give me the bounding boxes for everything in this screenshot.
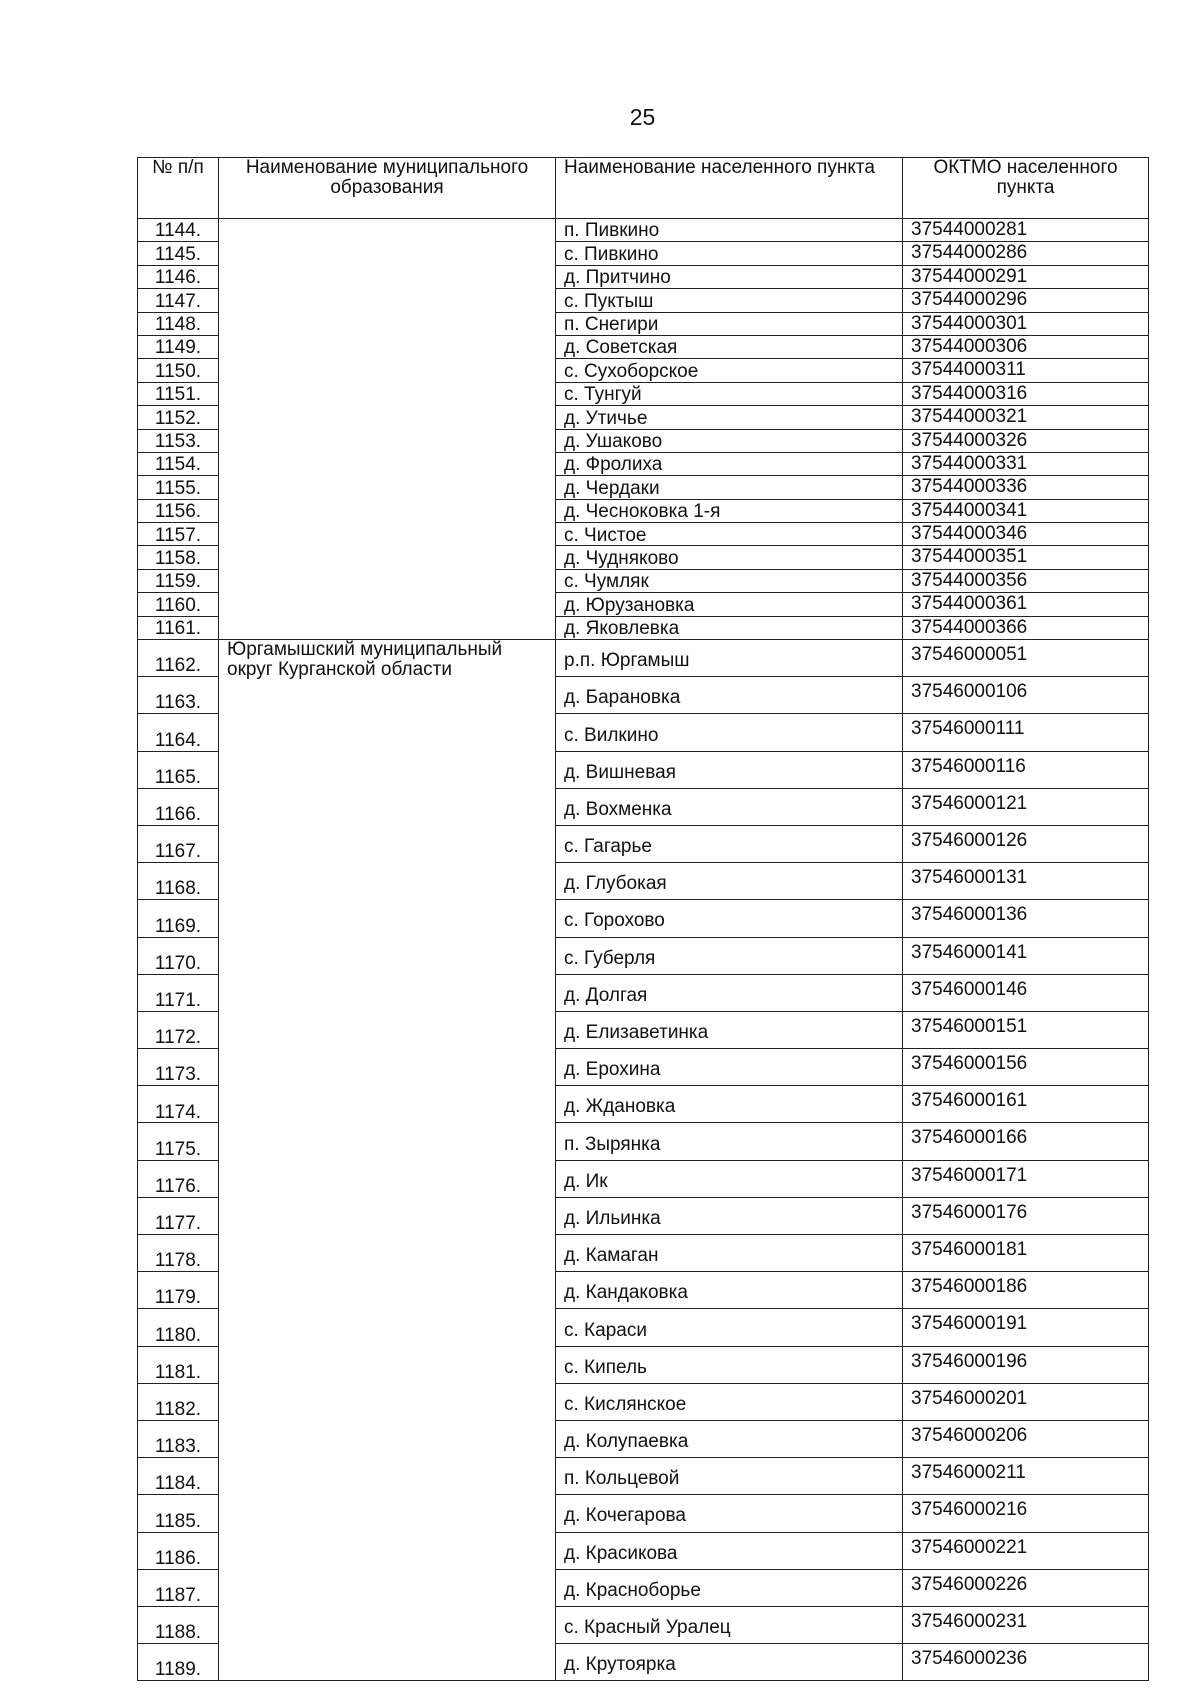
settlement-name: с. Чумляк [556,569,903,592]
row-number: 1169. [138,900,219,937]
row-number: 1152. [138,406,219,429]
settlement-name: д. Красноборье [556,1569,903,1606]
settlement-name: с. Гагарье [556,825,903,862]
oktmo-code: 37544000296 [903,289,1149,312]
row-number: 1180. [138,1309,219,1346]
settlement-name: с. Караси [556,1309,903,1346]
header-row [138,158,1149,219]
row-number: 1173. [138,1049,219,1086]
row-number: 1154. [138,452,219,475]
oktmo-code: 37544000336 [903,476,1149,499]
settlement-name: д. Долгая [556,974,903,1011]
row-number: 1158. [138,546,219,569]
row-number: 1177. [138,1197,219,1234]
settlement-name: д. Кочегарова [556,1495,903,1532]
municipality-name: Юргамышский муниципальный округ Курганской области [219,640,556,1681]
oktmo-code: 37546000186 [903,1272,1149,1309]
oktmo-code: 37544000291 [903,265,1149,288]
row-number: 1164. [138,714,219,751]
settlement-name: д. Ерохина [556,1049,903,1086]
settlement-name: п. Снегири [556,312,903,335]
municipality-name [219,219,556,640]
settlement-name: п. Кольцевой [556,1458,903,1495]
row-number: 1157. [138,523,219,546]
oktmo-code: 37546000051 [903,640,1149,677]
row-number: 1145. [138,242,219,265]
row-number: 1185. [138,1495,219,1532]
oktmo-code: 37544000281 [903,219,1149,242]
settlement-name: п. Пивкино [556,219,903,242]
oktmo-code: 37544000356 [903,569,1149,592]
oktmo-code: 37546000141 [903,937,1149,974]
header-num: № п/п [138,158,219,219]
oktmo-code: 37546000236 [903,1644,1149,1681]
oktmo-code: 37546000166 [903,1123,1149,1160]
row-number: 1175. [138,1123,219,1160]
settlement-name: д. Камаган [556,1235,903,1272]
oktmo-code: 37544000321 [903,406,1149,429]
oktmo-code: 37544000361 [903,593,1149,616]
settlement-name: с. Губерля [556,937,903,974]
settlement-name: д. Чесноковка 1-я [556,499,903,522]
settlement-name: д. Ушаково [556,429,903,452]
settlement-name: с. Тунгуй [556,382,903,405]
settlement-name: с. Сухоборское [556,359,903,382]
row-number: 1189. [138,1644,219,1681]
page-number: 25 [629,104,656,130]
oktmo-code: 37546000171 [903,1160,1149,1197]
oktmo-code: 37544000351 [903,546,1149,569]
settlement-name: д. Крутоярка [556,1644,903,1681]
row-number: 1172. [138,1011,219,1048]
oktmo-code: 37546000151 [903,1011,1149,1048]
row-number: 1151. [138,382,219,405]
settlement-name: д. Ждановка [556,1086,903,1123]
row-number: 1148. [138,312,219,335]
settlement-name: с. Кипель [556,1346,903,1383]
oktmo-code: 37546000196 [903,1346,1149,1383]
settlement-name: д. Ильинка [556,1197,903,1234]
oktmo-code: 37546000216 [903,1495,1149,1532]
oktmo-code: 37546000116 [903,751,1149,788]
settlement-name: с. Кислянское [556,1383,903,1420]
settlement-name: с. Пуктыш [556,289,903,312]
oktmo-code: 37546000211 [903,1458,1149,1495]
settlements-table [137,157,1149,1681]
row-number: 1149. [138,335,219,358]
oktmo-code: 37546000156 [903,1049,1149,1086]
oktmo-code: 37546000226 [903,1569,1149,1606]
oktmo-code: 37546000231 [903,1606,1149,1643]
settlement-name: п. Зырянка [556,1123,903,1160]
header-settlement: Наименование населенного пункта [556,158,903,219]
oktmo-code: 37544000326 [903,429,1149,452]
oktmo-code: 37546000146 [903,974,1149,1011]
row-number: 1170. [138,937,219,974]
row-number: 1166. [138,788,219,825]
row-number: 1153. [138,429,219,452]
oktmo-code: 37544000311 [903,359,1149,382]
settlement-name: д. Притчино [556,265,903,288]
oktmo-code: 37546000106 [903,677,1149,714]
settlement-name: с. Пивкино [556,242,903,265]
oktmo-code: 37544000286 [903,242,1149,265]
settlement-name: д. Красикова [556,1532,903,1569]
oktmo-code: 37546000201 [903,1383,1149,1420]
settlement-name: д. Вохменка [556,788,903,825]
row-number: 1155. [138,476,219,499]
row-number: 1161. [138,616,219,639]
oktmo-code: 37546000161 [903,1086,1149,1123]
settlement-name: д. Фролиха [556,452,903,475]
oktmo-code: 37546000191 [903,1309,1149,1346]
row-number: 1186. [138,1532,219,1569]
row-number: 1174. [138,1086,219,1123]
settlement-name: д. Чердаки [556,476,903,499]
oktmo-code: 37546000131 [903,863,1149,900]
row-number: 1176. [138,1160,219,1197]
oktmo-code: 37544000346 [903,523,1149,546]
row-number: 1184. [138,1458,219,1495]
settlement-name: д. Утичье [556,406,903,429]
settlement-name: д. Советская [556,335,903,358]
oktmo-code: 37546000111 [903,714,1149,751]
settlement-name: д. Вишневая [556,751,903,788]
oktmo-code: 37544000316 [903,382,1149,405]
row-number: 1147. [138,289,219,312]
settlement-name: д. Ик [556,1160,903,1197]
oktmo-code: 37546000136 [903,900,1149,937]
row-number: 1168. [138,863,219,900]
row-number: 1182. [138,1383,219,1420]
oktmo-code: 37546000221 [903,1532,1149,1569]
settlement-name: д. Глубокая [556,863,903,900]
settlement-name: р.п. Юргамыш [556,640,903,677]
header-municipality: Наименование муниципального образования [219,158,556,219]
oktmo-code: 37544000301 [903,312,1149,335]
row-number: 1181. [138,1346,219,1383]
oktmo-code: 37544000341 [903,499,1149,522]
row-number: 1163. [138,677,219,714]
row-number: 1160. [138,593,219,616]
row-number: 1187. [138,1569,219,1606]
row-number: 1167. [138,825,219,862]
oktmo-code: 37544000306 [903,335,1149,358]
table-header [138,158,1149,219]
settlement-name: с. Красный Уралец [556,1606,903,1643]
header-oktmo: ОКТМО населенного пункта [903,158,1149,219]
row-number: 1188. [138,1606,219,1643]
oktmo-code: 37544000331 [903,452,1149,475]
settlement-name: д. Колупаевка [556,1420,903,1457]
row-number: 1144. [138,219,219,242]
row-number: 1178. [138,1235,219,1272]
oktmo-code: 37546000126 [903,825,1149,862]
oktmo-code: 37546000121 [903,788,1149,825]
settlement-name: д. Юрузановка [556,593,903,616]
settlement-name: с. Вилкино [556,714,903,751]
row-number: 1183. [138,1420,219,1457]
table-row [138,219,1149,242]
row-number: 1179. [138,1272,219,1309]
oktmo-code: 37546000206 [903,1420,1149,1457]
oktmo-code: 37546000176 [903,1197,1149,1234]
settlement-name: д. Елизаветинка [556,1011,903,1048]
row-number: 1150. [138,359,219,382]
row-number: 1159. [138,569,219,592]
row-number: 1171. [138,974,219,1011]
settlement-name: д. Чудняково [556,546,903,569]
row-number: 1156. [138,499,219,522]
settlement-name: д. Кандаковка [556,1272,903,1309]
table-body [138,219,1149,1681]
row-number: 1162. [138,640,219,677]
settlement-name: с. Горохово [556,900,903,937]
row-number: 1165. [138,751,219,788]
row-number: 1146. [138,265,219,288]
oktmo-code: 37546000181 [903,1235,1149,1272]
oktmo-code: 37544000366 [903,616,1149,639]
settlement-name: с. Чистое [556,523,903,546]
table-row [138,640,1149,677]
settlement-name: д. Яковлевка [556,616,903,639]
settlement-name: д. Барановка [556,677,903,714]
